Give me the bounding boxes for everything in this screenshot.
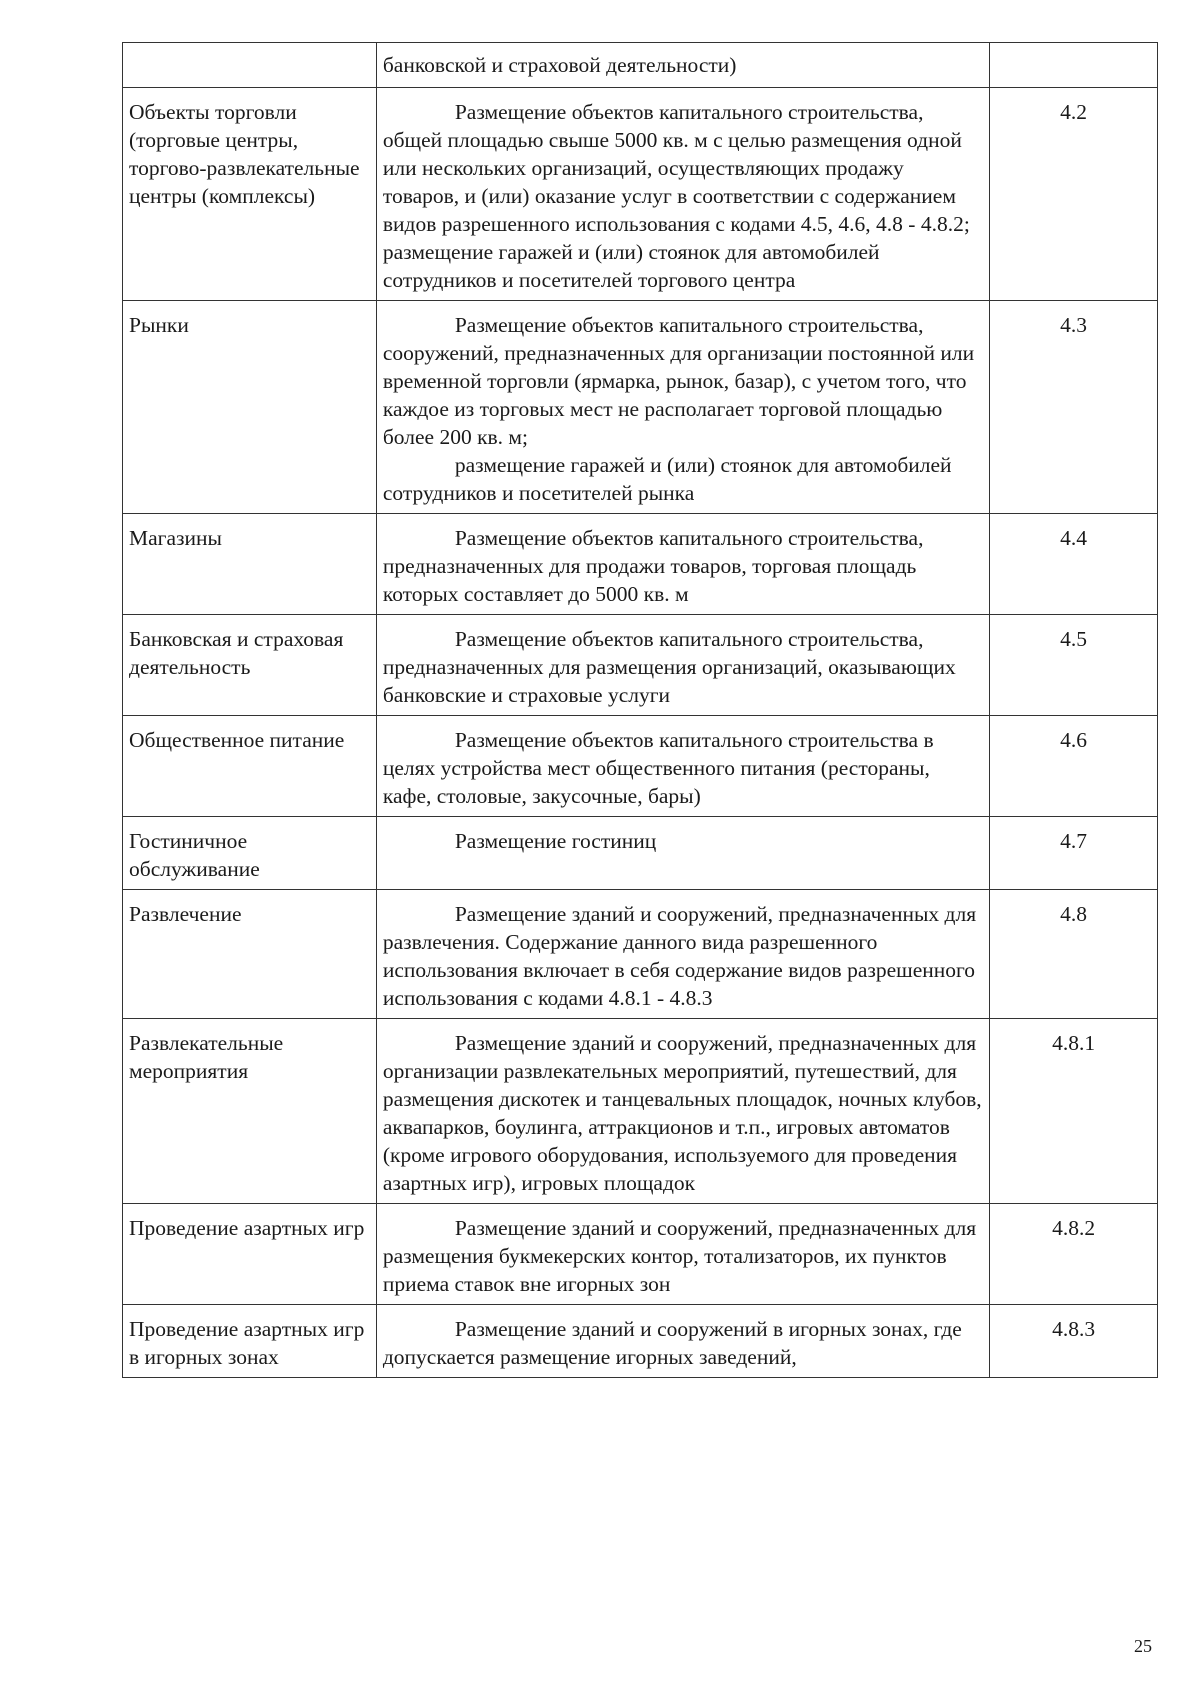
- use-type-name: Развлекательные мероприятия: [123, 1019, 377, 1204]
- table-body: [123, 43, 1158, 1378]
- table-row: [123, 1305, 1158, 1378]
- use-type-code: 4.7: [990, 817, 1158, 890]
- use-type-name: Общественное питание: [123, 716, 377, 817]
- table-row: [123, 514, 1158, 615]
- use-type-description: [376, 890, 989, 1019]
- use-type-code: 4.3: [990, 301, 1158, 514]
- description-paragraph: Размещение зданий и сооружений, предназначенных для развлечения. Содержание данного вида разрешенного использования включает в себя содержание видов разрешенного использования с кодами 4.8.1 - 4.8.3: [382, 902, 977, 1010]
- description-paragraph: Размещение зданий и сооружений, предназначенных для размещения букмекерских контор, тотализаторов, их пунктов приема ставок вне игорных зон: [382, 1216, 977, 1296]
- use-type-name: Банковская и страховая деятельность: [123, 615, 377, 716]
- use-type-description: [376, 817, 989, 890]
- description-paragraph: Размещение объектов капитального строительства, предназначенных для продажи товаров, торговая площадь которых составляет до 5000 кв. м: [382, 526, 924, 606]
- table-row: [123, 88, 1158, 301]
- description-paragraph: Размещение объектов капитального строительства, предназначенных для размещения организаций, оказывающих банковские и страховые услуги: [382, 627, 956, 707]
- use-type-code: 4.8.2: [990, 1204, 1158, 1305]
- use-type-description: [376, 301, 989, 514]
- use-type-code: 4.8.1: [990, 1019, 1158, 1204]
- use-type-name: Проведение азартных игр в игорных зонах: [123, 1305, 377, 1378]
- description-paragraph: размещение гаражей и (или) стоянок для автомобилей сотрудников и посетителей рынка: [382, 453, 952, 505]
- description-paragraph: банковской и страховой деятельности): [382, 53, 737, 77]
- use-type-description: [376, 615, 989, 716]
- use-type-code: 4.2: [990, 88, 1158, 301]
- use-type-code: 4.4: [990, 514, 1158, 615]
- description-paragraph: Размещение объектов капитального строительства, сооружений, предназначенных для организации постоянной или временной торговли (ярмарка, рынок, базар), с учетом того, что каждое из торговых мест не располагает торговой площадью более 200 кв. м;: [382, 313, 975, 449]
- use-type-code: 4.8.3: [990, 1305, 1158, 1378]
- use-type-description: [376, 1019, 989, 1204]
- page-number: 25: [1134, 1636, 1152, 1656]
- table-row: [123, 890, 1158, 1019]
- use-type-description: [376, 88, 989, 301]
- use-type-name: Развлечение: [123, 890, 377, 1019]
- use-type-description: [376, 1204, 989, 1305]
- use-type-description: [376, 514, 989, 615]
- use-type-name: Объекты торговли (торговые центры, торгово-развлекательные центры (комплексы): [123, 88, 377, 301]
- use-type-name: [123, 43, 377, 88]
- use-type-description: [376, 716, 989, 817]
- description-paragraph: Размещение зданий и сооружений, предназначенных для организации развлекательных мероприятий, путешествий, для размещения дискотек и танцевальных площадок, ночных клубов, аквапарков, боулинга, аттракционов и т.п., игровых автоматов (кроме игрового оборудования, используемого для проведения азартных игр), игровых площадок: [382, 1031, 982, 1195]
- description-paragraph: Размещение объектов капитального строительства в целях устройства мест общественного питания (рестораны, кафе, столовые, закусочные, бары): [382, 728, 934, 808]
- table-row: [123, 43, 1158, 88]
- use-type-code: 4.8: [990, 890, 1158, 1019]
- table-row: [123, 817, 1158, 890]
- use-type-name: Магазины: [123, 514, 377, 615]
- use-type-code: 4.6: [990, 716, 1158, 817]
- use-type-code: [990, 43, 1158, 88]
- table-row: [123, 1019, 1158, 1204]
- use-type-name: Гостиничное обслуживание: [123, 817, 377, 890]
- description-paragraph: Размещение зданий и сооружений в игорных зонах, где допускается размещение игорных заведений,: [382, 1317, 962, 1369]
- use-type-description: [376, 1305, 989, 1378]
- use-type-name: Проведение азартных игр: [123, 1204, 377, 1305]
- description-paragraph: Размещение гостиниц: [454, 829, 657, 853]
- table-row: [123, 716, 1158, 817]
- description-paragraph: Размещение объектов капитального строительства, общей площадью свыше 5000 кв. м с целью размещения одной или нескольких организаций, осуществляющих продажу товаров, и (или) оказание услуг в соответствии с содержанием видов разрешенного использования с кодами 4.5, 4.6, 4.8 - 4.8.2; размещение гаражей и (или) стоянок для автомобилей сотрудников и посетителей торгового центра: [382, 100, 970, 292]
- land-use-table: [122, 42, 1158, 1378]
- table-row: [123, 615, 1158, 716]
- use-type-name: Рынки: [123, 301, 377, 514]
- use-type-code: 4.5: [990, 615, 1158, 716]
- use-type-description: [376, 43, 989, 88]
- table-row: [123, 301, 1158, 514]
- table-row: [123, 1204, 1158, 1305]
